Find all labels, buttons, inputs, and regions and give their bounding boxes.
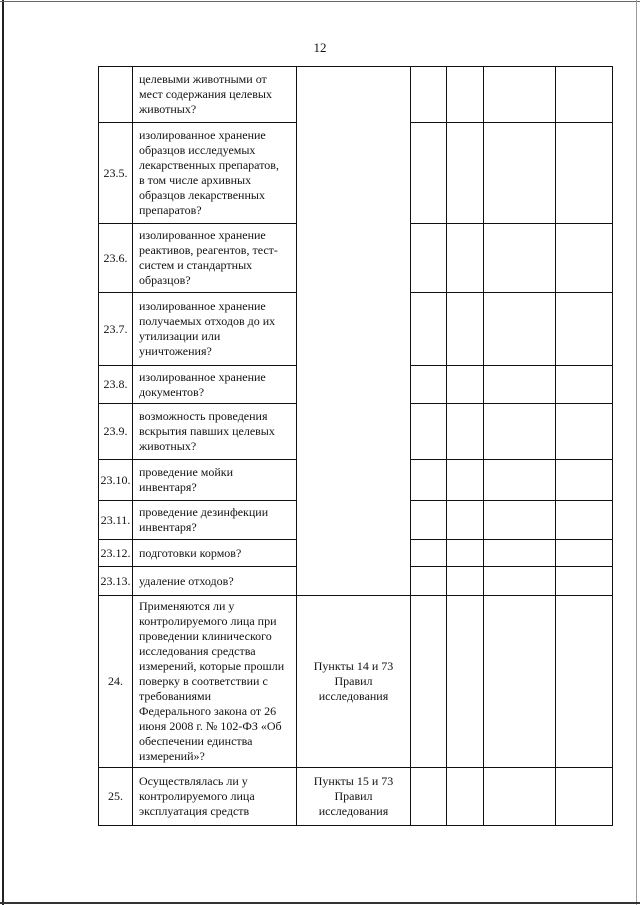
question-cell	[133, 540, 297, 567]
question-line: реактивов, реагентов, тест-	[139, 243, 278, 257]
reference-cell	[297, 768, 411, 826]
question-line: в том числе архивных	[139, 173, 252, 187]
answer-yes-cell	[411, 404, 447, 460]
question-line: поверку в соответствии с	[139, 674, 268, 688]
answer-no-cell	[447, 768, 484, 826]
reference-line: Пункты 15 и 73	[313, 774, 394, 788]
answer-no-cell	[447, 293, 484, 366]
page-edge-left	[2, 0, 4, 905]
answer-na-cell	[484, 540, 556, 567]
question-line: возможность проведения	[139, 409, 268, 423]
reference-line: Правил	[334, 789, 373, 803]
row-number: 25.	[99, 768, 133, 826]
answer-yes-cell	[411, 768, 447, 826]
note-cell	[556, 501, 613, 540]
question-line: проведении клинического	[139, 629, 272, 643]
question-line: изолированное хранение	[139, 369, 266, 384]
question-line: июня 2008 г. № 102-ФЗ «Об	[139, 719, 282, 733]
question-line: лекарственных препаратов,	[139, 158, 279, 172]
row-number: 23.9.	[99, 404, 133, 460]
row-number: 23.10.	[99, 460, 133, 501]
question-line: препаратов?	[139, 203, 202, 217]
reference-cell-merged	[297, 67, 411, 596]
question-line: Применяются ли у	[139, 599, 235, 613]
question-line: изолированное хранение	[139, 299, 266, 313]
question-line: обеспечении единства	[139, 734, 253, 748]
answer-na-cell	[484, 293, 556, 366]
question-cell	[133, 596, 297, 768]
question-line: измерений»?	[139, 749, 205, 763]
reference-line: исследования	[318, 804, 389, 818]
note-cell	[556, 67, 613, 123]
row-number: 23.13.	[99, 567, 133, 596]
question-line: документов?	[139, 384, 205, 399]
answer-no-cell	[447, 540, 484, 567]
question-cell	[133, 460, 297, 501]
question-line: проведение мойки	[139, 465, 234, 479]
row-number: 23.7.	[99, 293, 133, 366]
question-line: утилизации или	[139, 329, 221, 343]
answer-no-cell	[447, 460, 484, 501]
reference-line: Правил	[334, 674, 373, 688]
answer-yes-cell	[411, 293, 447, 366]
answer-no-cell	[447, 67, 484, 123]
note-cell	[556, 567, 613, 596]
answer-yes-cell	[411, 123, 447, 224]
answer-no-cell	[447, 123, 484, 224]
answer-no-cell	[447, 224, 484, 293]
note-cell	[556, 123, 613, 224]
answer-na-cell	[484, 460, 556, 501]
question-cell	[133, 768, 297, 826]
answer-na-cell	[484, 404, 556, 460]
reference-cell	[297, 596, 411, 768]
question-line: Осуществлялась ли у	[139, 774, 248, 788]
question-cell	[133, 123, 297, 224]
question-line: вскрытия павших целевых	[139, 424, 275, 438]
question-cell	[133, 567, 297, 596]
question-line: получаемых отходов до их	[139, 314, 276, 328]
answer-yes-cell	[411, 596, 447, 768]
question-line: изолированное хранение	[139, 228, 266, 242]
page-edge-bottom	[0, 902, 640, 904]
answer-no-cell	[447, 501, 484, 540]
row-number: 23.5.	[99, 123, 133, 224]
question-line: животных?	[139, 439, 197, 453]
note-cell	[556, 540, 613, 567]
question-line: образцов?	[139, 273, 191, 287]
note-cell	[556, 293, 613, 366]
question-line: контролируемого лица при	[139, 614, 277, 628]
row-number: 23.12.	[99, 540, 133, 567]
answer-no-cell	[447, 596, 484, 768]
answer-na-cell	[484, 123, 556, 224]
question-line: удаление отходов?	[139, 573, 234, 588]
question-line: подготовки кормов?	[139, 545, 242, 560]
answer-na-cell	[484, 768, 556, 826]
answer-na-cell	[484, 596, 556, 768]
question-line: инвентаря?	[139, 480, 197, 494]
table-row	[99, 596, 613, 768]
answer-yes-cell	[411, 540, 447, 567]
question-cell	[133, 293, 297, 366]
note-cell	[556, 404, 613, 460]
question-line: образцов исследуемых	[139, 143, 256, 157]
question-line: мест содержания целевых	[139, 87, 272, 101]
reference-line: Пункты 14 и 73	[313, 659, 394, 673]
answer-yes-cell	[411, 224, 447, 293]
answer-no-cell	[447, 366, 484, 404]
row-number: 23.8.	[99, 366, 133, 404]
question-line: инвентаря?	[139, 520, 197, 534]
note-cell	[556, 366, 613, 404]
table-row	[99, 67, 613, 123]
page-edge-top	[0, 1, 640, 2]
question-line: животных?	[139, 102, 197, 116]
question-cell	[133, 366, 297, 404]
answer-yes-cell	[411, 460, 447, 501]
answer-na-cell	[484, 567, 556, 596]
answer-na-cell	[484, 67, 556, 123]
question-line: требованиями	[139, 689, 212, 703]
row-number	[99, 67, 133, 123]
question-line: образцов лекарственных	[139, 188, 265, 202]
question-line: исследования средства	[139, 644, 256, 658]
question-cell	[133, 224, 297, 293]
page-edge-right	[636, 0, 637, 905]
answer-yes-cell	[411, 567, 447, 596]
reference-line: исследования	[318, 689, 389, 703]
answer-na-cell	[484, 501, 556, 540]
question-cell	[133, 501, 297, 540]
answer-no-cell	[447, 567, 484, 596]
question-cell	[133, 404, 297, 460]
table-row	[99, 768, 613, 826]
answer-yes-cell	[411, 366, 447, 404]
row-number: 23.11.	[99, 501, 133, 540]
answer-no-cell	[447, 404, 484, 460]
checklist-table	[98, 66, 613, 826]
question-line: уничтожения?	[139, 344, 212, 358]
question-line: Федерального закона от 26	[139, 704, 277, 718]
note-cell	[556, 768, 613, 826]
answer-na-cell	[484, 224, 556, 293]
note-cell	[556, 224, 613, 293]
answer-yes-cell	[411, 501, 447, 540]
row-number: 23.6.	[99, 224, 133, 293]
question-line: систем и стандартных	[139, 258, 253, 272]
question-line: целевыми животными от	[139, 72, 267, 86]
page-number: 12	[313, 40, 327, 55]
note-cell	[556, 596, 613, 768]
question-line: изолированное хранение	[139, 128, 266, 142]
question-line: измерений, которые прошли	[139, 659, 285, 673]
answer-na-cell	[484, 366, 556, 404]
question-line: контролируемого лица	[139, 789, 255, 803]
row-number: 24.	[99, 596, 133, 768]
question-cell	[133, 67, 297, 123]
answer-yes-cell	[411, 67, 447, 123]
note-cell	[556, 460, 613, 501]
question-line: эксплуатация средств	[139, 804, 250, 818]
question-line: проведение дезинфекции	[139, 505, 269, 519]
